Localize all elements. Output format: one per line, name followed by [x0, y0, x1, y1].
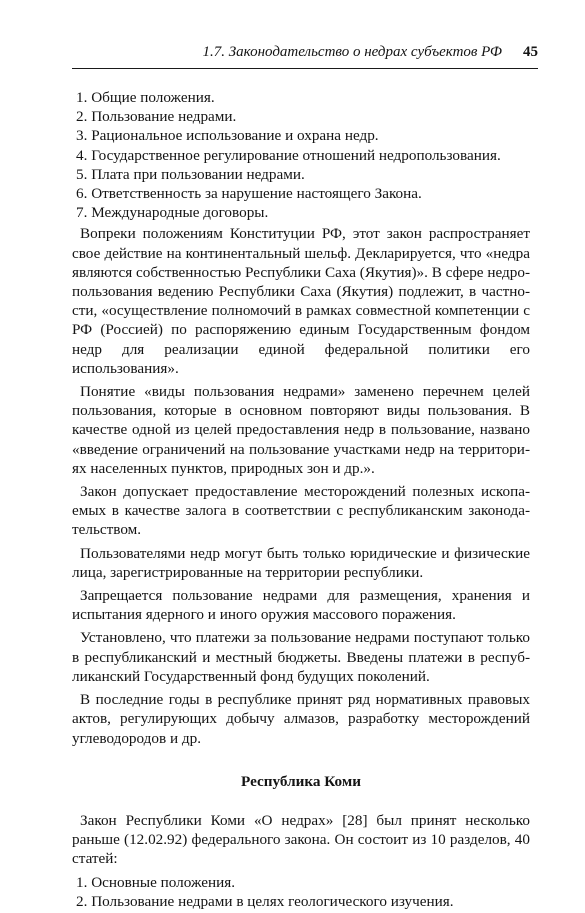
list-item: 2. Пользование недрами.	[76, 108, 237, 126]
chapter-list	[72, 88, 530, 222]
page-body	[72, 88, 530, 913]
list-item: 6. Ответственность за нарушение настоящего Закона.	[76, 185, 422, 203]
list-item: 7. Международные договоры.	[76, 204, 269, 222]
paragraph: Запрещается пользование недрами для размещения, хранения и испытания ядерного и иного оружия массового поражения.	[72, 587, 530, 624]
list-item: 4. Государственное регулирование отношений недропользования.	[76, 146, 501, 164]
paragraph: Установлено, что платежи за пользование недрами поступают только в республиканский и местный бюджеты. Введены платежи в республиканский Государственный фонд будущих поколений.	[72, 629, 530, 685]
list-item: 2. Пользование недрами в целях геологического изучения.	[76, 892, 454, 910]
header-rule	[72, 68, 538, 69]
paragraph: Закон допускает предоставление месторождений полезных ископаемых в качестве залога в соответствии с республиканским законодательством.	[72, 483, 530, 539]
page-number: 45	[523, 44, 538, 60]
section-heading: Республика Коми	[241, 772, 361, 790]
section-intro: Закон Республики Коми «О недрах» [28] был принят несколько раньше (12.02.92) федерального закона. Он состоит из 10 разделов, 40 статей:	[72, 811, 530, 868]
list-item: 5. Плата при пользовании недрами.	[76, 165, 305, 183]
paragraph: Пользователями недр могут быть только юридические и физические лица, зарегистрированные на территории республики.	[72, 544, 530, 581]
list-item: 1. Основные положения.	[76, 873, 236, 891]
paragraph: Вопреки положениям Конституции РФ, этот закон распространяет свое действие на континентальный шельф. Декларируется, что «недра являются собственностью Республики Саха (Якутия)». В сфере недропользования ведению Республики Саха (Якутия) подлежит, в частности, «осуществление полномочий в рамках совместной компетенции с РФ (Россией) по распоряжению единым Государственным фондом недр для реализации единой федеральной политики его использования».	[72, 225, 530, 377]
paragraph: Понятие «виды пользования недрами» заменено перечнем целей пользования, которые в основном повторяют виды пользования. В качестве одной из целей предоставления недр в пользование, названо «введение ограничений на пользование участками недр на территориях населенных пунктов, природных зон и др.».	[72, 383, 530, 477]
running-header	[72, 44, 538, 64]
paragraph: В последние годы в республике принят ряд нормативных правовых актов, регулирующих добычу алмазов, разработку месторождений углеводородов и др.	[72, 691, 530, 747]
running-title: 1.7. Законодательство о недрах субъектов РФ	[202, 44, 502, 60]
list-item: 1. Общие положения.	[76, 89, 215, 106]
list-item: 3. Рациональное использование и охрана недр.	[76, 127, 379, 145]
section-list	[72, 873, 530, 911]
